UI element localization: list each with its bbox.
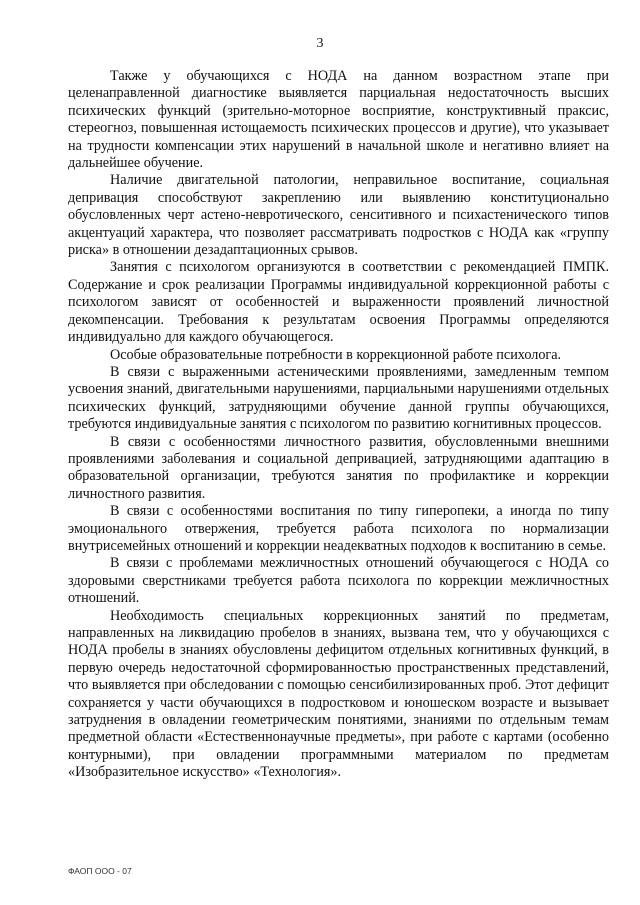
paragraph-4: Особые образовательные потребности в коррекционной работе психолога. <box>110 346 562 363</box>
document-body <box>68 68 609 782</box>
paragraph-1: Также у обучающихся с НОДА на данном возрастном этапе при целенаправленной диагностике выявляется парциальная недостаточность высших психических функций (зрительно-моторное восприятие, конструктивный праксис, стереогноз, повышенная истощаемость психических процессов и другие), что указывает на трудности компенсации этих нарушений в начальной школе и негативно влияет на дальнейшее обучение. <box>68 68 609 172</box>
paragraph-8: В связи с проблемами межличностных отношений обучающегося с НОДА со здоровыми сверстниками требуется работа психолога по коррекции межличностных отношений. <box>68 555 609 607</box>
paragraph-5: В связи с выраженными астеническими проявлениями, замедленным темпом усвоения знаний, двигательными нарушениями, парциальными нарушениями отдельных психических функций, затрудняющими обучение данной группы обучающихся, требуются индивидуальные занятия с психологом по развитию когнитивных процессов. <box>68 363 609 433</box>
paragraph-6: В связи с особенностями личностного развития, обусловленными внешними проявлениями заболевания и социальной депривацией, затрудняющими адаптацию в образовательной организации, требуются занятия по профилактике и коррекции личностного развития. <box>68 433 609 502</box>
page-number: 3 <box>316 36 324 51</box>
footer-code: ФАОП ООО - 07 <box>68 866 132 876</box>
paragraph-9: Необходимость специальных коррекционных занятий по предметам, направленных на ликвидацию пробелов в знаниях, вызвана тем, что у обучающихся с НОДА пробелы в знаниях обусловлены дефицитом отдельных когнитивных функций, в первую очередь недостаточной сформированностью пространственных представлений, что выявляется при обследовании с помощью сенсибилизированных проб. Этот дефицит сохраняется у части обучающихся в подростковом и юношеском возрасте и вызывает затруднения в овладении геометрическим понятиями, знаниями по отдельным темам предметной области «Естественнонаучные предметы», при работе с картами (особенно контурными), при овладении программными материалом по предметам «Изобразительное искусство» «Технология». <box>68 607 609 781</box>
paragraph-2: Наличие двигательной патологии, неправильное воспитание, социальная депривация способствуют закреплению или выявлению конституционально обусловленных черт астено-невротического, сенситивного и психастенического типов акцентуаций характера, что позволяет рассматривать подростков с НОДА как «группу риска» в отношении дезадаптационных срывов. <box>68 172 609 259</box>
paragraph-7: В связи с особенностями воспитания по типу гиперопеки, а иногда по типу эмоционального отвержения, требуется работа психолога по нормализации внутрисемейных отношений и коррекции неадекватных подходов к воспитанию в семье. <box>68 503 609 554</box>
paragraph-3: Занятия с психологом организуются в соответствии с рекомендацией ПМПК. Содержание и срок реализации Программы индивидуальной коррекционной работы с психологом зависят от особенностей и выраженности проявлений личностной декомпенсации. Требования к результатам освоения Программы определяются индивидуально для каждого обучающегося. <box>68 259 609 346</box>
